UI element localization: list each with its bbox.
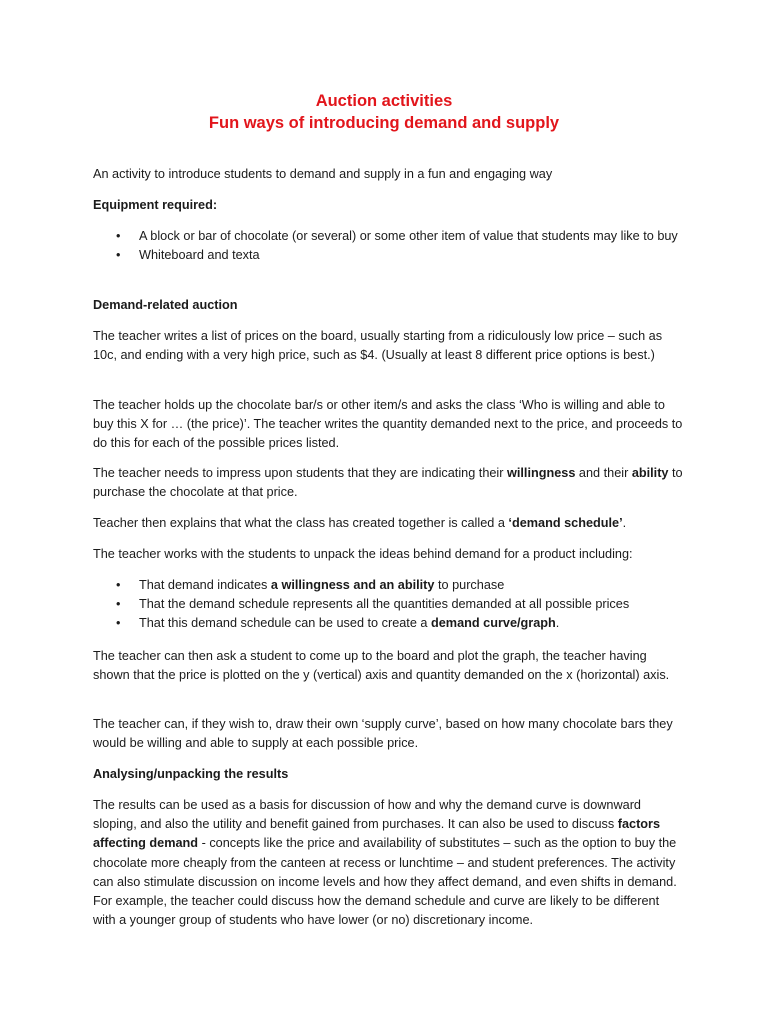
text-run: That the demand schedule represents all the quantities demanded at all possible prices bbox=[139, 597, 630, 612]
bullet-icon: • bbox=[116, 597, 121, 612]
demand-auction-heading: Demand-related auction bbox=[93, 298, 238, 312]
bullet-icon: • bbox=[116, 616, 121, 631]
list-item bbox=[93, 595, 683, 614]
bullet-icon: • bbox=[116, 578, 121, 592]
demand-ideas-list bbox=[93, 576, 683, 634]
text-run: . bbox=[622, 516, 627, 530]
title-line-2: Fun ways of introducing demand and supply bbox=[208, 114, 560, 132]
demand-paragraph-1: The teacher writes a list of prices on the board, usually starting from a ridiculously low price – such as 10c, and ending with a very high price, such as $4. (Usually at least 8 different price options is best.) bbox=[93, 329, 663, 363]
demand-paragraph-6: The teacher can then ask a student to come up to the board and plot the graph, the teacher having shown that the price is plotted on the y (vertical) axis and quantity demanded on the x (horizontal) axis. bbox=[93, 649, 670, 683]
document-title bbox=[0, 90, 768, 134]
emphasis-text: demand curve/graph bbox=[431, 616, 556, 631]
demand-paragraph-4 bbox=[93, 514, 683, 533]
demand-paragraph-2: The teacher holds up the chocolate bar/s or other item/s and asks the class ‘Who is willing and able to buy this X for … (the price)’. The teacher writes the quantity demanded next to the price, and proceeds to do this for each of the possible prices listed. bbox=[93, 398, 683, 451]
list-item bbox=[93, 227, 683, 246]
text-run: That this demand schedule can be used to create a bbox=[139, 616, 431, 631]
text-run: - concepts like the price and availability of substitutes – such as the option to buy the chocolate more cheaply from the canteen at recess or lunchtime – and student preferences. The activity can also stimulate discussion on income levels and how they affect demand, and even shifts in demand. For example, the teacher could discuss how the demand schedule and curve are likely to be different with a younger group of students who have lower (or no) discretionary income. bbox=[93, 836, 677, 928]
text-run: to purchase bbox=[434, 578, 505, 592]
demand-paragraph-7: The teacher can, if they wish to, draw their own ‘supply curve’, based on how many chocolate bars they would be willing and able to supply at each possible price. bbox=[93, 717, 673, 751]
text-run: The results can be used as a basis for discussion of how and why the demand curve is downward sloping, and also the utility and benefit gained from purchases. It can also be used to discuss bbox=[93, 798, 641, 832]
demand-paragraph-3 bbox=[93, 464, 683, 502]
emphasis-text: ‘demand schedule’ bbox=[508, 516, 623, 530]
text-run: . bbox=[555, 616, 560, 631]
list-item-text: Whiteboard and texta bbox=[139, 248, 260, 263]
text-run: The teacher needs to impress upon students that they are indicating their bbox=[93, 466, 507, 480]
list-item-text: A block or bar of chocolate (or several) or some other item of value that students may like to buy bbox=[139, 229, 678, 243]
emphasis-text: willingness bbox=[507, 466, 576, 480]
demand-paragraph-5: The teacher works with the students to unpack the ideas behind demand for a product including: bbox=[93, 547, 633, 561]
text-run: Teacher then explains that what the class has created together is called a bbox=[93, 516, 509, 530]
bullet-icon: • bbox=[116, 229, 121, 243]
list-item bbox=[93, 576, 683, 595]
equipment-heading: Equipment required: bbox=[93, 198, 218, 212]
emphasis-text: factors affecting demand bbox=[93, 817, 661, 851]
list-item bbox=[93, 614, 683, 633]
emphasis-text: ability bbox=[631, 466, 669, 480]
bullet-icon: • bbox=[116, 248, 121, 263]
text-run: That demand indicates bbox=[139, 578, 271, 592]
list-item bbox=[93, 246, 683, 265]
equipment-list bbox=[93, 227, 683, 265]
text-run: and their bbox=[575, 466, 632, 480]
analysing-heading: Analysing/unpacking the results bbox=[93, 767, 289, 781]
intro-paragraph: An activity to introduce students to demand and supply in a fun and engaging way bbox=[93, 167, 553, 181]
analysing-paragraph bbox=[93, 796, 683, 930]
emphasis-text: a willingness and an ability bbox=[270, 578, 435, 592]
title-line-1: Auction activities bbox=[315, 92, 453, 110]
text-run: to purchase the chocolate at that price. bbox=[93, 466, 683, 500]
